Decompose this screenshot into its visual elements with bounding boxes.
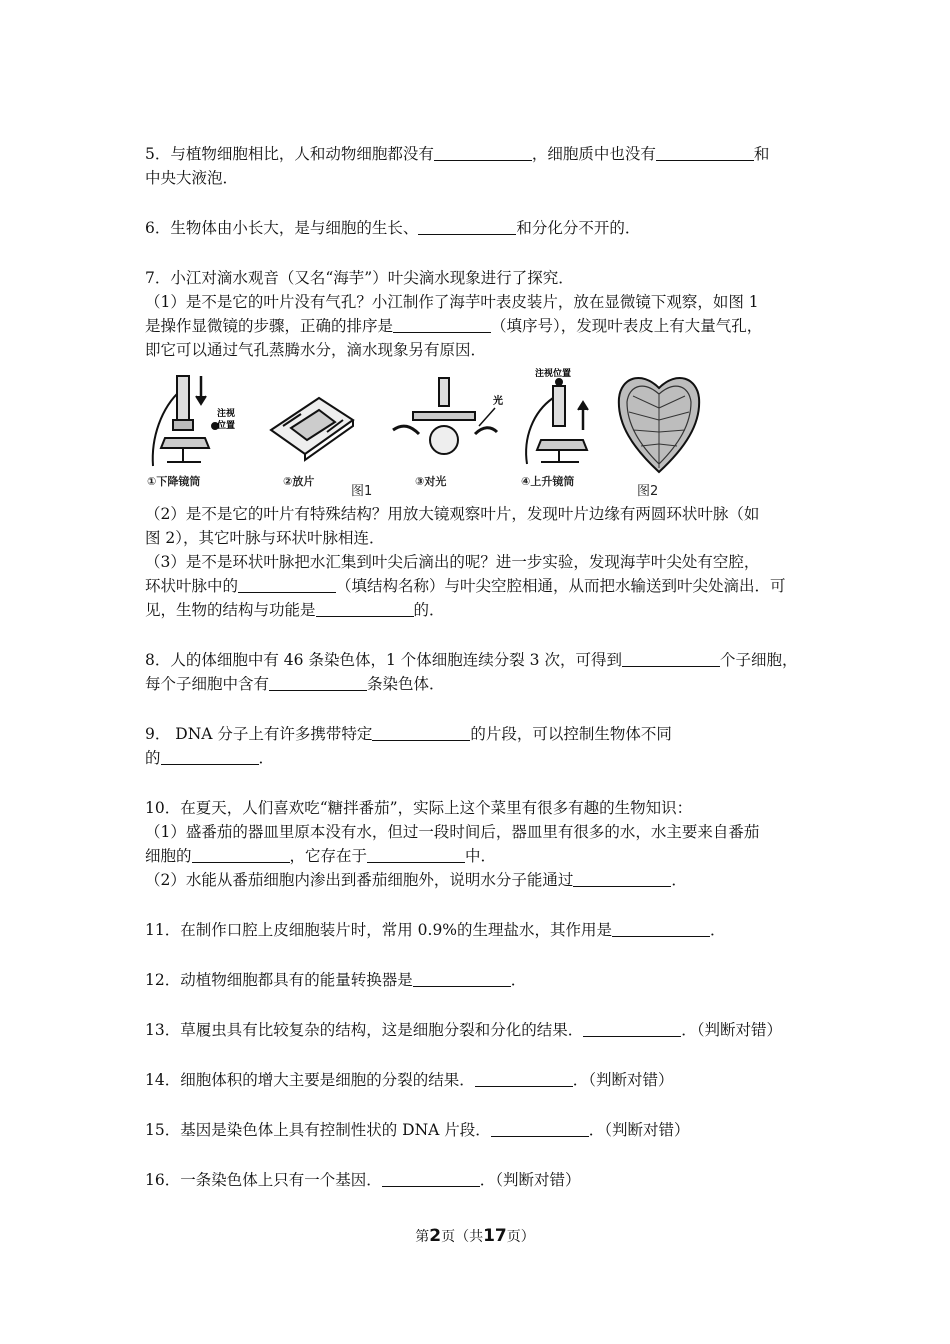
figure-label: 注视位置 [535,369,572,379]
question-text: 条染色体． [367,675,445,693]
answer-blank[interactable] [238,576,336,593]
question-text: 11．在制作口腔上皮细胞装片时，常用 0.9%的生理盐水，其作用是 [145,921,613,939]
question-15 [145,1118,815,1142]
answer-blank[interactable] [612,920,710,937]
microscope-figures [143,368,815,498]
question-text: （2）是不是它的叶片有特殊结构？用放大镜观察叶片，发现叶片边缘有两圆环状叶脉（如 [145,505,760,523]
answer-blank[interactable] [316,600,414,617]
answer-blank[interactable] [583,1020,681,1037]
question-text: 的片段，可以控制生物体不同 [470,725,672,743]
question-text: 是操作显微镜的步骤，正确的排序是 [145,317,394,335]
question-text: 每个子细胞中含有 [145,675,270,693]
answer-blank[interactable] [372,724,470,741]
question-14 [145,1068,815,1092]
question-text: ．（判断对错） [479,1171,581,1189]
total-pages: 17 [483,1226,507,1246]
question-8 [145,648,815,696]
question-text: 10．在夏天，人们喜欢吃“糖拌番茄”，实际上这个菜里有很多有趣的生物知识： [145,799,693,817]
answer-blank[interactable] [434,144,532,161]
lower-tube-illustration [143,368,248,473]
question-text: 8．人的体细胞中有 46 条染色体，1 个体细胞连续分裂 3 次，可得到 [145,651,622,669]
step-1-label: ①下降镜筒 [147,475,201,488]
answer-blank[interactable] [622,650,720,667]
page-footer [0,1226,950,1246]
answer-blank[interactable] [192,846,290,863]
figure-1-caption: 图1 [351,484,373,499]
answer-blank[interactable] [656,144,754,161]
question-16 [145,1168,815,1192]
question-text: 即它可以通过气孔蒸腾水分，滴水现象另有原因． [145,341,487,359]
footer-text: 第 [415,1229,430,1245]
question-text: ．（判断对错） [681,1021,782,1039]
question-text: 5．与植物细胞相比，人和动物细胞都没有 [145,145,434,163]
question-text: （2）水能从番茄细胞内渗出到番茄细胞外，说明水分子能通过 [145,871,574,889]
question-text: （1）盛番茄的器皿里原本没有水，但过一段时间后，器皿里有很多的水，水主要来自番茄 [145,823,760,841]
question-text: 和 [753,145,770,163]
question-text: ． [258,749,275,767]
question-text: 的． [413,601,445,619]
answer-blank[interactable] [382,1170,480,1187]
question-text: 13．草履虫具有比较复杂的结构，这是细胞分裂和分化的结果． [145,1021,584,1039]
question-6 [145,216,815,240]
figure-label: 位置 [217,421,236,431]
answer-blank[interactable] [418,218,516,235]
answer-blank[interactable] [475,1070,573,1087]
question-text: 中． [465,847,497,865]
answer-blank[interactable] [367,846,465,863]
figure-label: 光 [493,396,503,407]
answer-blank[interactable] [161,748,259,765]
question-text: 7．小江对滴水观音（又名“海芋”）叶尖滴水现象进行了探究． [145,269,574,287]
question-text: ．（判断对错） [572,1071,674,1089]
question-text: 6．生物体由小长大，是与细胞的生长、 [145,219,419,237]
question-text: ，它存在于 [289,847,368,865]
question-5 [145,142,815,190]
question-text: 中央大液泡． [145,169,239,187]
footer-text: 页（共 [441,1229,484,1245]
question-list [145,142,815,1218]
question-12 [145,968,815,992]
question-text: 细胞的 [145,847,192,865]
question-text: 12．动植物细胞都具有的能量转换器是 [145,971,413,989]
figure-label: 注视 [217,409,236,419]
question-7 [145,266,815,622]
question-text: 和分化分不开的． [516,219,641,237]
raise-tube-illustration [513,368,613,473]
answer-blank[interactable] [491,1120,589,1137]
step-2-label: ②放片 [283,475,315,488]
question-text: ，细胞质中也没有 [531,145,656,163]
question-text: ．（判断对错） [588,1121,690,1139]
question-text: ． [510,971,527,989]
page-number: 2 [429,1226,442,1246]
question-13 [145,1018,815,1042]
answer-blank[interactable] [413,970,511,987]
question-text: 的 [145,749,161,767]
question-text: 15．基因是染色体上具有控制性状的 DNA 片段． [145,1121,491,1139]
question-11 [145,918,815,942]
leaf-illustration [613,368,705,478]
question-text: 图 2），其它叶脉与环状叶脉相连． [145,529,385,547]
question-9 [145,722,815,770]
place-slide-illustration [261,368,361,473]
question-text: （1）是不是它的叶片没有气孔？小江制作了海芋叶表皮装片，放在显微镜下观察，如图 1 [145,293,759,311]
footer-text: 页） [506,1229,535,1245]
answer-blank[interactable] [573,870,671,887]
adjust-light-illustration [383,368,508,473]
figure-2-caption: 图2 [637,484,659,499]
step-4-label: ④上升镜筒 [521,475,575,488]
question-text: 个子细胞， [719,651,798,669]
question-text: （3）是不是环状叶脉把水汇集到叶尖后滴出的呢？进一步实验，发现海芋叶尖处有空腔， [145,553,760,571]
answer-blank[interactable] [269,674,367,691]
step-3-label: ③对光 [415,475,447,488]
question-text: 9． DNA 分子上有许多携带特定 [145,725,373,743]
question-text: （填序号），发现叶表皮上有大量气孔， [491,317,763,335]
question-text: ． [671,871,687,889]
question-text: 16．一条染色体上只有一个基因． [145,1171,382,1189]
question-text: （填结构名称）与叶尖空腔相通，从而把水输送到叶尖处滴出．可 [336,577,786,595]
question-text: 14．细胞体积的增大主要是细胞的分裂的结果． [145,1071,475,1089]
answer-blank[interactable] [393,316,491,333]
question-text: ． [710,921,726,939]
question-10 [145,796,815,892]
question-text: 见，生物的结构与功能是 [145,601,316,619]
question-text: 环状叶脉中的 [145,577,239,595]
